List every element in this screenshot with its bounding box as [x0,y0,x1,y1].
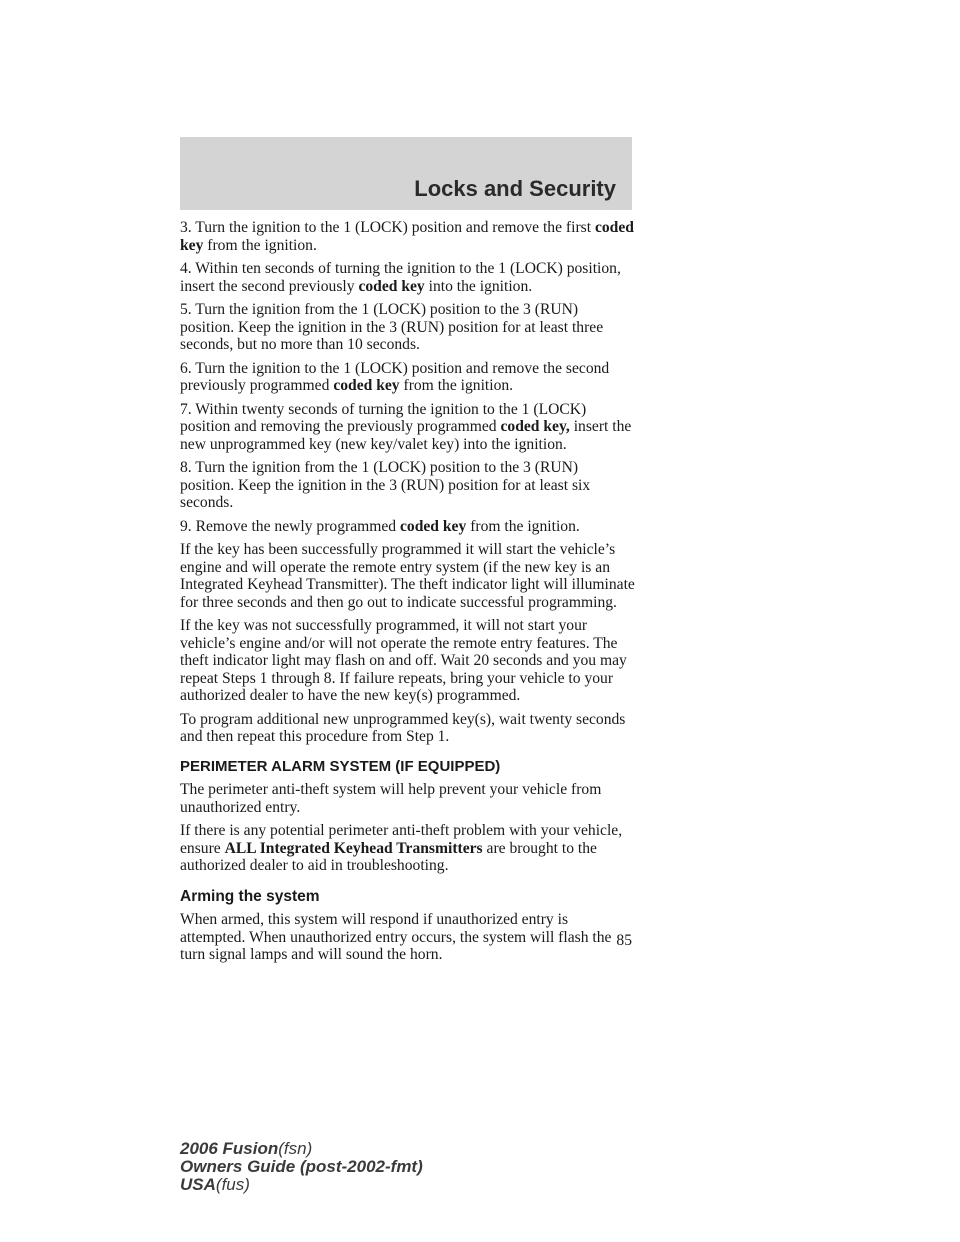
step-4-bold: coded key [358,277,425,295]
step-6-text: 6. Turn the ignition to the 1 (LOCK) position and remove the second previously programmed [180,359,610,394]
page-content [180,219,635,970]
step-7 [180,401,635,454]
perimeter-paragraph-2 [180,822,635,875]
step-3-bold: coded key [180,219,634,254]
step-3 [180,219,635,254]
success-paragraph: If the key has been successfully programmed it will start the vehicle’s engine and will operate the remote entry system (if the new key is an Integrated Keyhead Transmitter). The theft indicator light will illuminate for three seconds and then go out to indicate successful programming. [180,541,635,611]
arming-heading: Arming the system [180,887,320,905]
step-4 [180,260,635,295]
step-6 [180,360,635,395]
step-9-text: 9. Remove the newly programmed [180,517,397,535]
additional-keys-paragraph: To program additional new unprogrammed key(s), wait twenty seconds and then repeat this procedure from Step 1. [180,710,626,745]
footer-model-code: (fsn) [278,1139,313,1158]
step-4-tail: into the ignition. [428,277,533,295]
page-number: 85 [616,932,632,949]
perimeter-paragraph-1: The perimeter anti-theft system will help prevent your vehicle from unauthorized entry. [180,781,602,816]
step-6-tail: from the ignition. [403,377,514,394]
section-header [180,137,632,210]
footer-market-code: (fus) [215,1175,250,1194]
step-7-text: 7. Within twenty seconds of turning the ignition to the 1 (LOCK) position and removing the previously programmed [180,400,587,435]
footer-line-1 [180,1140,423,1158]
step-3-tail: from the ignition. [207,236,317,254]
footer-guide: Owners Guide (post-2002-fmt) [180,1157,423,1176]
footer-model: 2006 Fusion [180,1139,279,1158]
step-9-bold: coded key [400,517,467,535]
perimeter-p2-tail: are brought to the authorized dealer to aid in troubleshooting. [180,839,597,874]
arming-paragraph: When armed, this system will respond if unauthorized entry is attempted. When unauthorized entry occurs, the system will flash the turn signal lamps and will sound the horn. [180,911,612,963]
footer-market: USA [180,1175,216,1194]
perimeter-p2-text: If there is any potential perimeter anti-theft problem with your vehicle, ensure [180,822,623,857]
step-7-bold: coded key, [500,418,570,435]
step-8: 8. Turn the ignition from the 1 (LOCK) position to the 3 (RUN) position. Keep the ignition in the 3 (RUN) position for at least six seconds. [180,459,591,511]
failure-paragraph: If the key was not successfully programmed, it will not start your vehicle’s engine and/or will not operate the remote entry features. The theft indicator light may flash on and off. Wait 20 seconds and you may repeat Steps 1 through 8. If failure repeats, bring your vehicle to your authorized dealer to have the new key(s) programmed. [180,617,627,704]
step-5: 5. Turn the ignition from the 1 (LOCK) position to the 3 (RUN) position. Keep the ignition in the 3 (RUN) position for at least three seconds, but no more than 10 seconds. [180,301,604,353]
step-7-tail: insert the new unprogrammed key (new key/valet key) into the ignition. [180,418,632,453]
perimeter-heading: PERIMETER ALARM SYSTEM (IF EQUIPPED) [180,757,501,775]
section-title: Locks and Security [414,176,616,201]
step-9-tail: from the ignition. [470,517,580,535]
step-4-text: 4. Within ten seconds of turning the ignition to the 1 (LOCK) position, insert the second previously [180,260,621,295]
step-6-bold: coded key [333,377,400,394]
step-9 [180,518,635,536]
footer-line-3 [180,1176,423,1194]
footer-line-2 [180,1158,423,1176]
document-footer [180,1140,423,1194]
step-3-text: 3. Turn the ignition to the 1 (LOCK) position and remove the first [180,219,592,236]
perimeter-p2-bold: ALL Integrated Keyhead Transmitters [224,839,483,857]
